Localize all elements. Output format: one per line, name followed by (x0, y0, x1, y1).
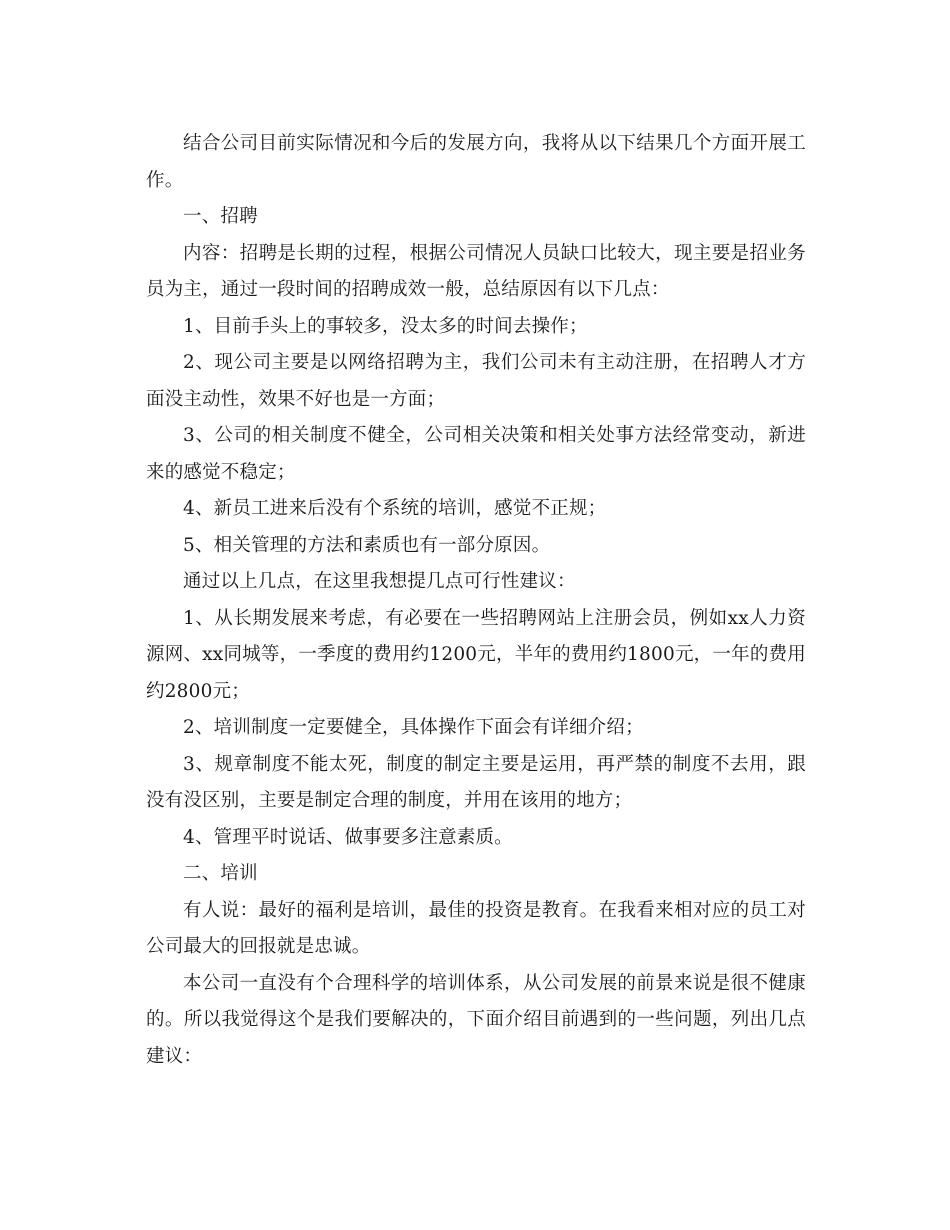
recruitment-content-paragraph: 内容：招聘是长期的过程，根据公司情况人员缺口比较大，现主要是招业务员为主，通过一段时间的招聘成效一般，总结原因有以下几点： (146, 242, 806, 300)
training-problem-paragraph: 本公司一直没有个合理科学的培训体系，从公司发展的前景来说是很不健康的。所以我觉得这个是我们要解决的，下面介绍目前遇到的一些问题，列出几点建议： (146, 972, 806, 1067)
reason-item-4: 4、新员工进来后没有个系统的培训，感觉不正规； (183, 498, 607, 519)
reason-item-3: 3、公司的相关制度不健全，公司相关决策和相关处事方法经常变动，新进来的感觉不稳定； (146, 425, 806, 483)
section-heading-training: 二、培训 (183, 863, 258, 884)
suggestion-item-1: 1、从长期发展来考虑，有必要在一些招聘网站上注册会员，例如xx人力资源网、xx同城等，一季度的费用约1200元，半年的费用约1800元，一年的费用约2800元； (146, 607, 806, 702)
suggestions-intro: 通过以上几点，在这里我想提几点可行性建议： (183, 571, 576, 592)
training-quote-paragraph: 有人说：最好的福利是培训，最佳的投资是教育。在我看来相对应的员工对公司最大的回报就是忠诚。 (146, 899, 806, 957)
section-heading-recruitment: 一、招聘 (183, 206, 258, 227)
suggestion-item-4: 4、管理平时说话、做事要多注意素质。 (183, 826, 513, 848)
intro-paragraph: 结合公司目前实际情况和今后的发展方向，我将从以下结果几个方面开展工作。 (146, 133, 806, 191)
reason-item-1: 1、目前手头上的事较多，没太多的时间去操作； (183, 315, 588, 337)
suggestion-item-3: 3、规章制度不能太死，制度的制定主要是运用，再严禁的制度不去用，跟没有没区别，主要是制定合理的制度，并用在该用的地方； (146, 753, 806, 811)
document-body (146, 126, 806, 1075)
reason-item-5: 5、相关管理的方法和素质也有一部分原因。 (183, 534, 551, 556)
reason-item-2: 2、现公司主要是以网络招聘为主，我们公司未有主动注册，在招聘人才方面没主动性，效果不好也是一方面； (146, 352, 806, 410)
suggestion-item-2: 2、培训制度一定要健全，具体操作下面会有详细介绍； (183, 717, 644, 738)
